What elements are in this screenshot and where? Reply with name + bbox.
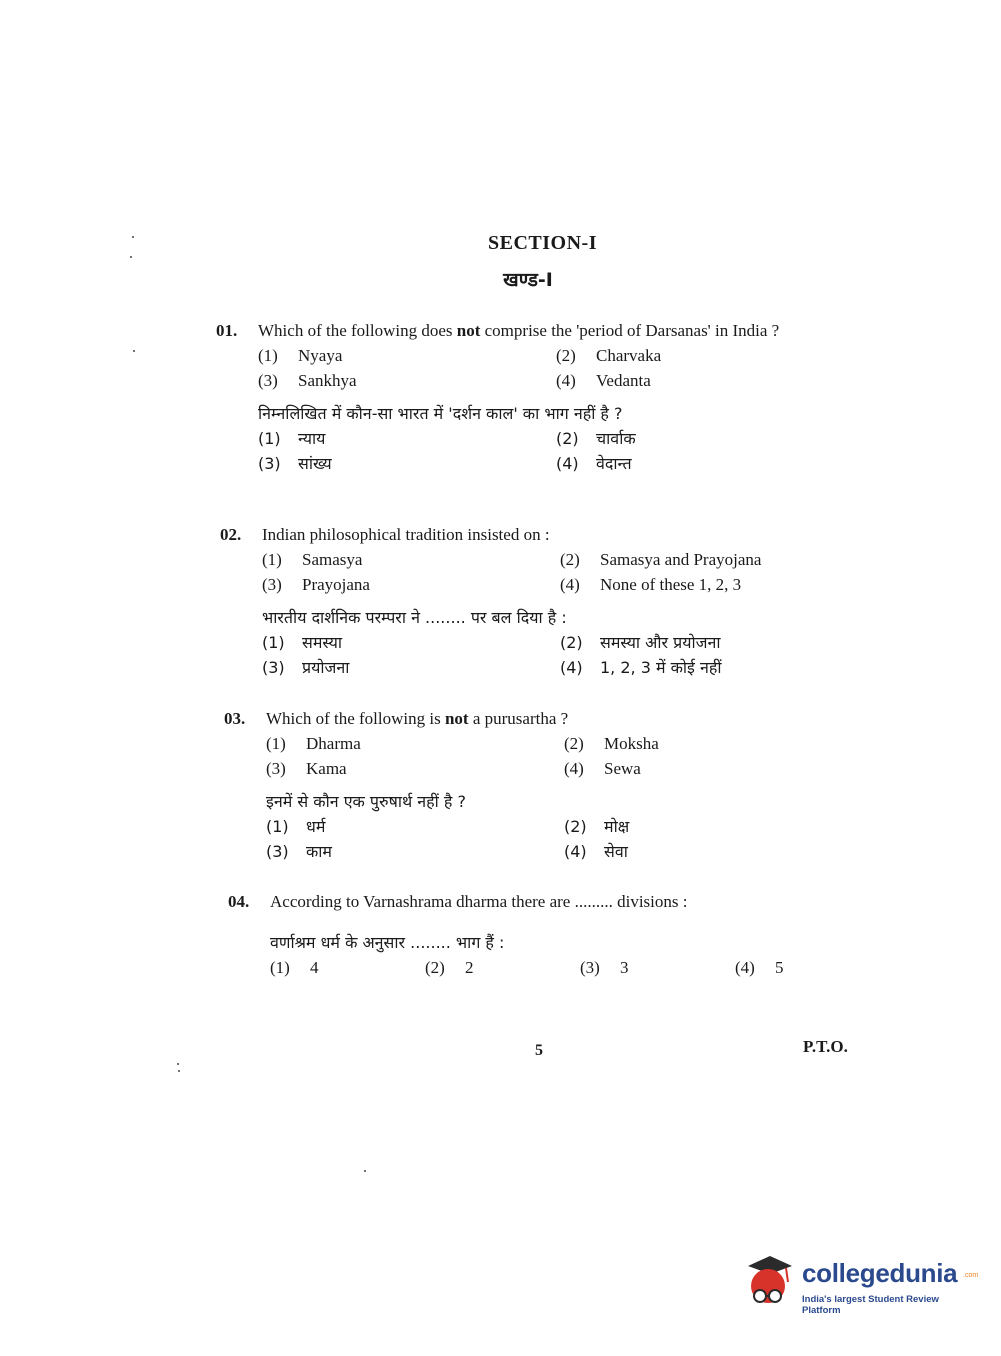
option-1: (1) Samasya (262, 550, 363, 569)
scan-speck (132, 236, 134, 238)
mascot-icon (742, 1252, 800, 1312)
brand-name: collegedunia (802, 1258, 958, 1288)
question-number: 01. (216, 321, 238, 340)
collegedunia-logo (742, 1252, 979, 1316)
question-1 (216, 318, 850, 476)
question-text: Which of the following is not a purusartha ? (266, 709, 569, 728)
question-text-hindi: भारतीय दार्शनिक परम्परा ने ........ पर बल दिया है : (262, 608, 567, 627)
option-2: (2) Charvaka (556, 346, 662, 365)
option-2: (2) 2 (425, 958, 474, 977)
option-1-hindi: (1) समस्या (262, 633, 343, 652)
options-hindi (262, 630, 854, 680)
options-hindi (258, 426, 850, 476)
option-2: (2) Samasya and Prayojana (560, 550, 762, 569)
brand-tagline: India's largest Student Review Platform (802, 1294, 939, 1316)
scan-speck (178, 1070, 180, 1072)
question-number: 03. (224, 709, 246, 728)
options-english (258, 343, 850, 393)
pto-label: P.T.O. (803, 1037, 848, 1056)
question-number: 02. (220, 525, 242, 544)
section-title: SECTION-I (488, 232, 597, 254)
option-4: (4) Vedanta (556, 371, 651, 390)
option-4: (4) Sewa (564, 759, 641, 778)
option-4: (4) 5 (735, 958, 784, 977)
option-1: (1) 4 (270, 958, 319, 977)
option-4-hindi: (4) वेदान्त (556, 454, 632, 473)
option-3: (3) Prayojana (262, 575, 370, 594)
question-text: According to Varnashrama dharma there are ......... divisions : (270, 892, 688, 911)
options-english (266, 731, 858, 781)
option-3-hindi: (3) सांख्य (258, 454, 332, 473)
options-row (270, 955, 890, 980)
scan-speck (130, 256, 132, 258)
option-3-hindi: (3) प्रयोजना (262, 658, 350, 677)
option-4-hindi: (4) सेवा (564, 842, 628, 861)
option-4: (4) None of these 1, 2, 3 (560, 575, 742, 594)
question-text-hindi: वर्णाश्रम धर्म के अनुसार ........ भाग हैं : (270, 933, 505, 952)
option-2-hindi: (2) चार्वाक (556, 429, 636, 448)
scan-speck (177, 1063, 179, 1065)
option-2: (2) Moksha (564, 734, 659, 753)
options-english (262, 547, 854, 597)
scan-speck (133, 350, 135, 352)
question-text-hindi: निम्नलिखित में कौन-सा भारत में 'दर्शन काल' का भाग नहीं है ? (258, 404, 623, 423)
option-2-hindi: (2) मोक्ष (564, 817, 630, 836)
question-text: Indian philosophical tradition insisted on : (262, 525, 550, 544)
brand-suffix: .com (963, 1272, 979, 1279)
option-4-hindi: (4) 1, 2, 3 में कोई नहीं (560, 658, 722, 677)
question-2 (220, 522, 854, 680)
option-1-hindi: (1) धर्म (266, 817, 326, 836)
option-1-hindi: (1) न्याय (258, 429, 326, 448)
section-subtitle-hindi: खण्ड-I (503, 269, 553, 291)
options-hindi (266, 814, 858, 864)
option-3: (3) Kama (266, 759, 347, 778)
option-3-hindi: (3) काम (266, 842, 333, 861)
option-3: (3) 3 (580, 958, 629, 977)
page-number: 5 (535, 1042, 543, 1059)
question-number: 04. (228, 892, 250, 911)
question-text-hindi: इनमें से कौन एक पुरुषार्थ नहीं है ? (266, 792, 466, 811)
question-3 (224, 706, 858, 864)
option-1: (1) Dharma (266, 734, 361, 753)
question-text: Which of the following does not comprise the 'period of Darsanas' in India ? (258, 321, 780, 340)
option-2-hindi: (2) समस्या और प्रयोजना (560, 633, 721, 652)
question-4 (228, 889, 890, 980)
scan-speck (364, 1170, 366, 1172)
option-1: (1) Nyaya (258, 346, 343, 365)
option-3: (3) Sankhya (258, 371, 357, 390)
